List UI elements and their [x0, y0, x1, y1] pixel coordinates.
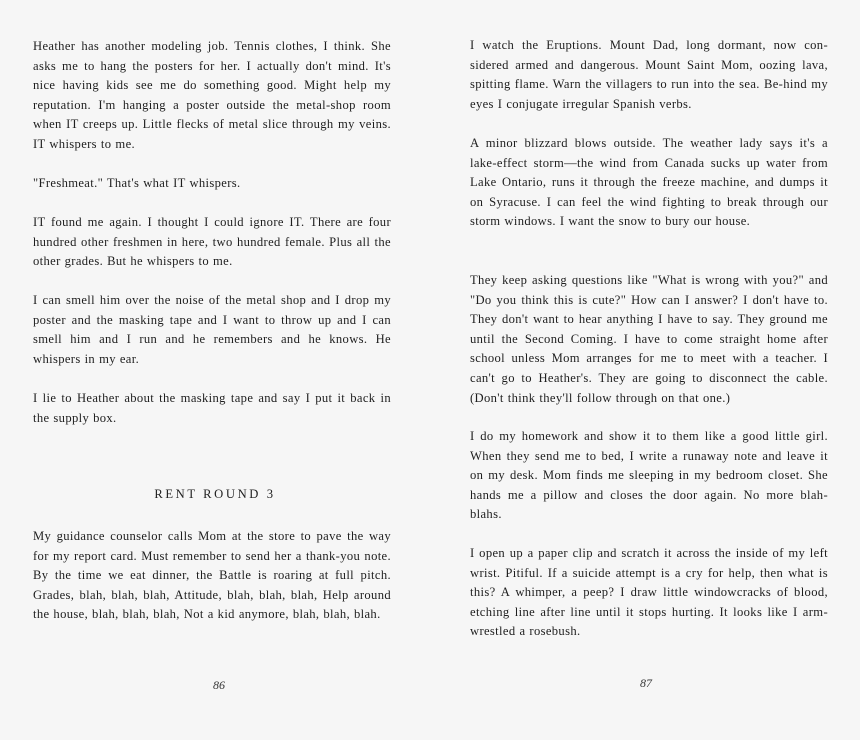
paragraph: I lie to Heather about the masking tape and say I put it back in the supply box. — [33, 391, 391, 425]
section-title: RENT ROUND 3 — [154, 487, 276, 501]
paragraph: A minor blizzard blows outside. The weather lady says it's a lake-effect storm—the wind from Canada sucks up water from Lake Ontario, runs it through the freeze machine, and dumps it on Syracuse. I can feel the wind fighting to break through our storm windows. I want the snow to bury our house. — [470, 136, 828, 229]
paragraph: "Freshmeat." That's what IT whispers. — [33, 176, 241, 190]
paragraph: I can smell him over the noise of the metal shop and I drop my poster and the masking tape and I want to throw up and I can smell him and I run and he remembers and he knows. He whispers in my ear. — [33, 293, 391, 366]
paragraph: My guidance counselor calls Mom at the store to pave the way for my report card. Must remember to send her a thank-you note. By the time we eat dinner, the Battle is roaring at full pitch. Grades, blah, blah, blah, Attitude, blah, blah, blah, Help around the house, blah, blah, blah, Not a kid anymore, blah, blah, blah. — [33, 529, 391, 622]
paragraph: I do my homework and show it to them like a good little girl. When they send me to bed, I write a runaway note and leave it on my desk. Mom finds me sleeping in my bedroom closet. She hands me a pillow and closes the door again. No more blah-blahs. — [470, 429, 828, 522]
paragraph: They keep asking questions like "What is wrong with you?" and "Do you think this is cute?" How can I answer? I don't have to. They don't want to hear anything I have to say. They ground me until the Second Coming. I have to come straight home after school unless Mom arranges for me to meet with a teacher. I can't go to Heather's. They are going to disconnect the cable. (Don't think they'll follow through on that one.) — [470, 273, 828, 405]
paragraph: I open up a paper clip and scratch it across the inside of my left wrist. Pitiful. If a suicide attempt is a cry for help, then what is this? A whimper, a peep? I draw little windowcracks of blood, etching line after line until it stops hurting. It looks like I arm-wrestled a rosebush. — [470, 546, 828, 639]
page-number: 87 — [640, 676, 652, 690]
paragraph: I watch the Eruptions. Mount Dad, long dormant, now con-sidered armed and dangerous. Mount Saint Mom, oozing lava, spitting flame. Warn the villagers to run into the sea. Be-hind my eyes I conjugate irregular Spanish verbs. — [470, 38, 828, 111]
right-page — [430, 0, 860, 740]
paragraph: Heather has another modeling job. Tennis clothes, I think. She asks me to hang the posters for her. I actually don't mind. It's nice having kids see me do something good. Might help my reputation. I'm hanging a poster outside the metal-shop room when IT creeps up. Little flecks of metal slice through my veins. IT whispers to me. — [33, 39, 391, 151]
page-number: 86 — [213, 678, 225, 692]
paragraph: IT found me again. I thought I could ignore IT. There are four hundred other freshmen in here, two hundred female. Plus all the other grades. But he whispers to me. — [33, 215, 391, 269]
